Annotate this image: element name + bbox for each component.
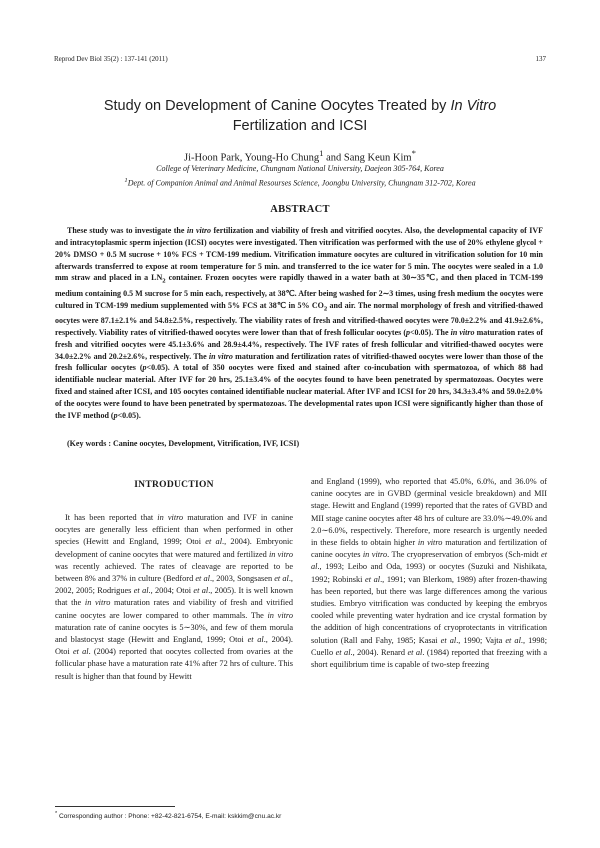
- abstract-italic: in vitro: [208, 351, 233, 361]
- body-italic: et al: [274, 574, 289, 584]
- footnote-divider: [55, 806, 175, 807]
- abstract-run: <0.05). The: [410, 327, 451, 337]
- affiliation-secondary-text: Dept. of Companion Animal and Animal Resourses Science, Joongbu University, Chungnam 312-702, Korea: [127, 178, 476, 188]
- body-italic: et al: [311, 550, 548, 572]
- author-affil-mark: 1: [319, 148, 324, 158]
- footnote-text: Corresponding author : Phone: +82-42-821-6754, E-mail: kskkim@cnu.ac.kr: [57, 813, 282, 821]
- affiliation-primary: College of Veterinary Medicine, Chungnam National University, Daejeon 305-764, Korea: [156, 164, 444, 173]
- abstract-italic: p: [113, 410, 118, 420]
- title-line2: Fertilization and ICSI: [232, 118, 368, 134]
- abstract-run: container. Frozen oocytes were rapidly thawed in a water bath at 30∼35℃, and then placed in TCM-199 medium containing 0.5 M sucrose for 5 min each, respectively, at 38℃. After being washed for 2∼3 times, using fresh medium the oocytes were cultured in TCM-199 medium supplemented with 5% FCS at 38℃ in 5% CO: [55, 273, 543, 310]
- body-run: . The cryopreservation of embryos (Sch-midt: [387, 550, 542, 560]
- body-italic: in vitro: [267, 610, 294, 620]
- author-names-2: and Sang Keun Kim: [323, 152, 412, 164]
- body-italic: in vitro: [417, 538, 443, 548]
- corresponding-mark: *: [411, 148, 416, 158]
- body-run: maturation and IVF in canine oocytes are generally less efficient than when performed in other species (Hewitt and England, 1999; Otoi: [55, 513, 294, 547]
- title-italic: In Vitro: [450, 98, 497, 114]
- abstract-subscript: 2: [162, 277, 166, 285]
- body-italic: in vitro: [84, 598, 111, 608]
- affiliation-mark: 1: [124, 177, 128, 184]
- body-italic: in vitro: [269, 549, 293, 559]
- body-run: and England (1999), who reported that 45.0%, 6.0%, and 36.0% of canine oocytes are in GVBD (germinal vesicle breakdown) and MII stage. Hewitt and England (1999) reported that the rates of GVBD and MII stage canine oocytes after 48 hrs of culture are 33.0%∼49.0% and 2.0∼6.0%, respectively. Therefore, more research is urgently needed in these fields to obtain higher: [311, 477, 547, 548]
- body-run: maturation rates and viability of fresh and vitrified canine oocytes are lower compared to other mammals. The: [55, 598, 293, 620]
- body-run: was recently achieved. The rates of cleavage are reported to be between 8% and 37% in culture (Bedford: [55, 561, 293, 584]
- abstract-italic: in vitro: [450, 327, 475, 337]
- body-italic: et al: [247, 635, 264, 645]
- abstract-run: These study was to investigate the: [67, 226, 187, 235]
- body-italic: et al: [205, 537, 222, 547]
- affiliation-secondary: [60, 177, 540, 188]
- journal-citation: Reprod Dev Biol 35(2) : 137-141 (2011): [54, 55, 168, 63]
- body-run: . (2004) reported that oocytes collected from ovaries at the follicular phase have a maturation rate 41% after 72 hrs of culture. This result is higher than that found by Hewitt: [55, 647, 293, 681]
- author-names: Ji-Hoon Park, Young-Ho Chung: [184, 152, 320, 164]
- abstract-run: maturation and fertilization rates of vitrified-thawed oocytes were lower than those of the fresh follicular oocytes (: [55, 351, 544, 373]
- body-italic: in vitro: [157, 513, 184, 522]
- keywords: (Key words : Canine oocytes, Development, Vitrification, IVF, ICSI): [67, 439, 300, 448]
- paper-title: [60, 96, 540, 136]
- body-run: ., 1990; Vajta: [456, 635, 506, 645]
- body-run: ., 1993; Leibo and Oda, 1993) or oocytes (Suzuki and Nishikata, 1992; Robinski: [311, 562, 547, 584]
- body-run: ., 1991; van Blerkom, 1989) after frozen-thawing has been reported, but there was large differences among the various studies. Embryo vitrification was conducted by keeping the embryos cooled while preventing water hydration and ice crystal formation by the addition of high concentrations of cryoprotectants in vitrification solution (Rall and Fahy, 1985; Kasai: [311, 574, 547, 645]
- body-run: ., 2002, 2005; Rodrigues: [55, 574, 293, 596]
- body-italic: et al: [195, 574, 210, 584]
- introduction-left-column: [55, 512, 293, 683]
- title-text: Study on Development of Canine Oocytes Treated by: [103, 98, 451, 114]
- abstract-subscript: 2: [323, 305, 328, 313]
- abstract-run: maturation rates of fresh and vitrified oocytes were 45.1±3.6% and 28.9±4.4%, respectively. The IVF rates of fresh follicular and vitrified-thawed oocytes were 34.0±2.2% and 20.2±2.6%, respectively. The: [55, 327, 543, 361]
- abstract-heading: ABSTRACT: [270, 204, 330, 215]
- footnote-mark: *: [55, 811, 58, 817]
- body-run: ., 2004; Otoi: [148, 586, 194, 596]
- abstract-run: fertilization and viability of fresh and vitrified oocytes. Also, the developmental capacity of IVF and intracytoplasmic sperm injection (ICSI) oocytes were investigated. Then vitrification was performed with the use of 20% ethylene glycol + 20% DMSO + 0.5 M sucrose + 10% FCS + TCM-199 medium. Vitrification immature oocytes are cultured in vitrification solution for 10 min afterwards transferred to expose at room temperature for 5 min. and transferred to the ice water for 5 min. The oocytes were sealed in a 1.0 mm straw and placed in a LN: [55, 226, 543, 283]
- body-run: . (1984) reported that freezing with a short equilibrium time is capable of two-step freezing: [311, 647, 548, 670]
- abstract-italic: p: [142, 363, 147, 373]
- body-italic: et al: [335, 647, 351, 657]
- body-run: ., 2004). Embryonic development of canine oocytes that were matured and fertilized: [55, 537, 293, 559]
- body-italic: et al: [133, 586, 149, 596]
- body-run: maturation rate of canine oocytes is 5∼30%, and few of them morula and blastocyst stage (Hewitt and England, 1999; Otoi: [55, 622, 293, 645]
- body-italic: et al: [72, 647, 89, 657]
- body-italic: et al: [193, 586, 209, 596]
- corresponding-author-footnote: [55, 811, 281, 820]
- body-italic: in vitro: [362, 550, 388, 560]
- author-list: [60, 148, 540, 164]
- page-number: 137: [535, 55, 546, 63]
- body-italic: et al: [365, 574, 381, 584]
- abstract-run: and air. The normal morphology of fresh and vitrified-thawed oocytes were 87.1±2.1% and 54.8±2.5%, respectively. The viability rates of fresh and vitrified-thawed oocytes were 70.0±2.2% and 41.9±2.6%, respectively. Viability rates of vitrified-thawed oocytes were lower than that of fresh follicular oocytes (: [55, 300, 543, 337]
- body-run: ., 2005). It is well known that the: [55, 586, 293, 608]
- abstract-italic: in vitro: [186, 226, 212, 235]
- introduction-heading: INTRODUCTION: [134, 480, 214, 490]
- abstract-text: [55, 225, 543, 422]
- body-run: ., 2003, Songsasen: [209, 574, 275, 584]
- introduction-right-column: [311, 476, 547, 671]
- body-italic: et al: [505, 635, 521, 645]
- body-run: maturation and fertilization of canine oocytes: [311, 538, 547, 560]
- abstract-italic: p: [406, 327, 410, 337]
- abstract-run: <0.05).: [117, 410, 141, 420]
- body-run: It has been reported that: [65, 513, 158, 522]
- body-run: ., 2004). Renard: [350, 647, 408, 657]
- abstract-run: <0.05). A total of 350 oocytes were fixed and stained after co-incubation with spermatozoa, of which 88 had identifiable nuclear material. After IVF for 20 hrs, 25.1±3.4% of the oocytes found to have been penetrated by spermatozoas. Oocytes were fixed and stained after ICSI, and 105 oocytes contained identifiable nuclear material. After IVF and ICSI for 20 hrs, 34.3±3.4% and 59.0±2.0% of the oocytes were found to have been penetrated by spermatozoas. The developmental rates upon ICSI were significantly higher than those of the IVF method (: [55, 363, 543, 420]
- body-run: ., 2004). Otoi: [55, 635, 294, 657]
- body-italic: et al: [407, 647, 423, 657]
- body-run: ., 1998; Cuello: [311, 635, 547, 657]
- body-italic: et al: [440, 635, 457, 645]
